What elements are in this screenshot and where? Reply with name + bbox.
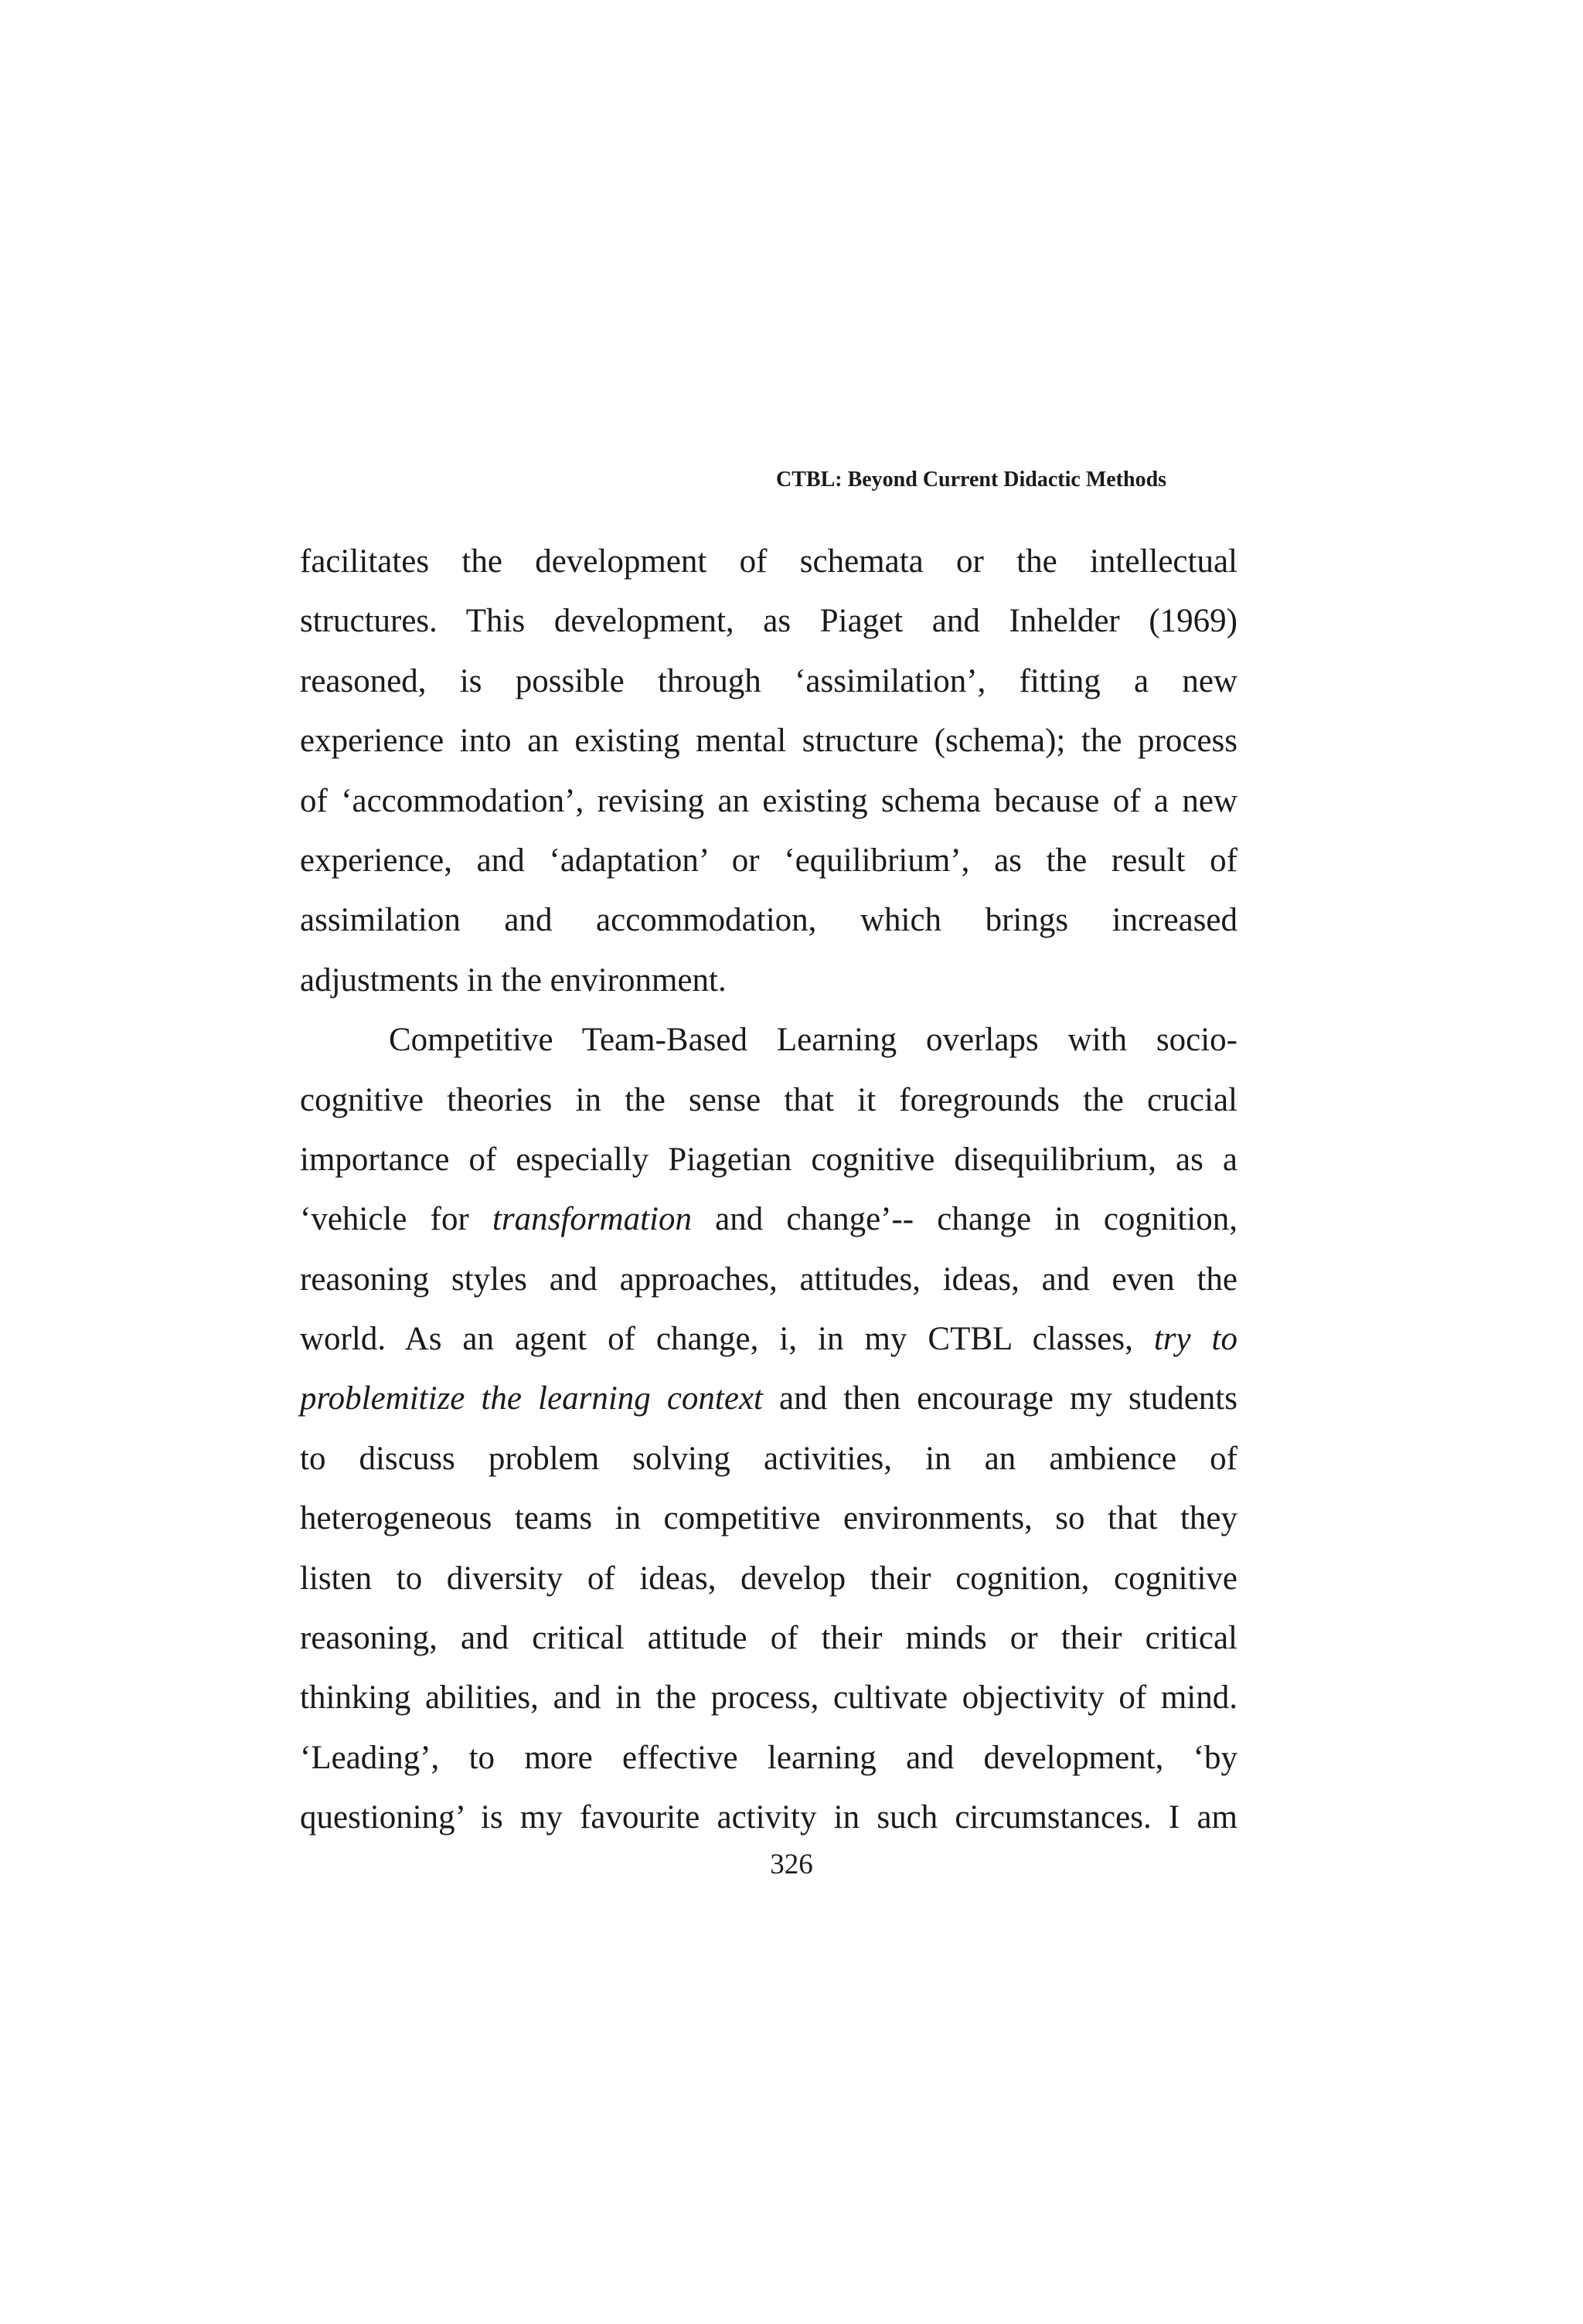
text-line: facilitates the development of schemata or the intellectual — [300, 543, 1237, 580]
running-head: CTBL: Beyond Current Didactic Methods — [776, 468, 1167, 492]
italic-emphasis: transformation — [492, 1201, 692, 1238]
text-line: structures. This development, as Piaget and Inhelder (1969) — [300, 603, 1237, 640]
text-line: ‘Leading’, to more effective learning and development, ‘by — [300, 1739, 1237, 1776]
body-text — [300, 536, 1237, 1853]
text-line: of ‘accommodation’, revising an existing schema because of a new — [300, 782, 1237, 819]
text-line: experience into an existing mental structure (schema); the process — [300, 723, 1237, 760]
text-line — [300, 1373, 1237, 1433]
text-line: questioning’ is my favourite activity in such circumstances. I am — [300, 1799, 1237, 1836]
italic-emphasis: problemitize the learning context — [300, 1380, 763, 1417]
paragraph-first-line: Competitive Team-Based Learning overlaps with socio- — [389, 1022, 1237, 1059]
text-line: reasoning styles and approaches, attitudes, ideas, and even the — [300, 1261, 1237, 1298]
text-run: and then encourage my students — [762, 1380, 1237, 1417]
text-line: heterogeneous teams in competitive environments, so that they — [300, 1500, 1237, 1537]
text-line: importance of especially Piagetian cognitive disequilibrium, as a — [300, 1141, 1237, 1178]
text-line: cognitive theories in the sense that it foregrounds the crucial — [300, 1081, 1237, 1118]
text-line: listen to diversity of ideas, develop their cognition, cognitive — [300, 1560, 1237, 1597]
text-run: ‘vehicle for — [300, 1201, 492, 1238]
page-number: 326 — [770, 1849, 813, 1880]
text-line — [300, 1194, 1237, 1254]
text-run: and change’-- change in cognition, — [692, 1201, 1238, 1238]
text-line: experience, and ‘adaptation’ or ‘equilibrium’, as the result of — [300, 842, 1237, 879]
text-line — [300, 1314, 1237, 1373]
italic-emphasis: try to — [1153, 1321, 1238, 1358]
text-run: world. As an agent of change, i, in my CTBL classes, — [300, 1321, 1154, 1358]
text-line: to discuss problem solving activities, in an ambience of — [300, 1440, 1237, 1477]
text-line: adjustments in the environment. — [300, 961, 727, 999]
text-line: assimilation and accommodation, which brings increased — [300, 902, 1237, 939]
text-line: reasoning, and critical attitude of their minds or their critical — [300, 1620, 1237, 1657]
text-line: thinking abilities, and in the process, cultivate objectivity of mind. — [300, 1679, 1237, 1717]
text-line: reasoned, is possible through ‘assimilation’, fitting a new — [300, 662, 1237, 699]
